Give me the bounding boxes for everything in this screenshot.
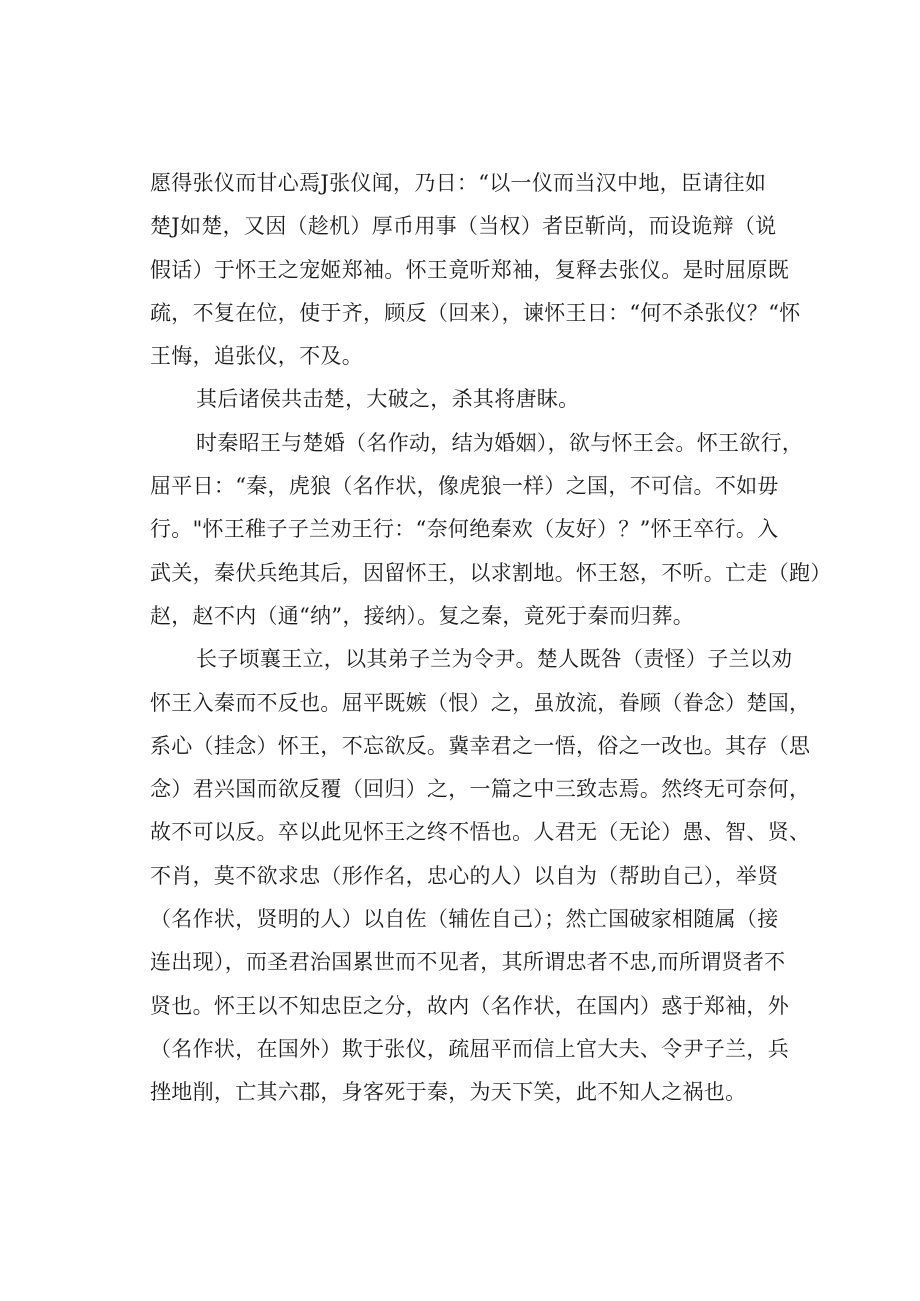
text-line: 贤也。怀王以不知忠臣之分，故内（名作状，在国内）惑于郑袖，外 xyxy=(150,993,789,1018)
text-line: 怀王入秦而不反也。屈平既嫉（恨）之，虽放流，眷顾（眷念）楚国， xyxy=(150,690,811,715)
text-line: 假话）于怀王之宠姬郑袖。怀王竟听郑袖，复释去张仪。是时屈原既 xyxy=(150,257,789,282)
text-line: 愿得张仪而甘心焉J张仪闻，乃日：“以一仪而当汉中地，臣请往如 xyxy=(150,171,767,195)
text-line: 念）君兴国而欲反覆（回归）之，一篇之中三致志焉。然终无可奈何， xyxy=(150,777,811,802)
text-line: 武关，秦伏兵绝其后，因留怀王，以求割地。怀王怒，不听。亡走（跑） xyxy=(150,560,832,585)
text-line: （名作状，贤明的人）以自佐（辅佐自己）；然亡国破家相随属（接 xyxy=(150,907,779,932)
text-line: 王悔，追张仪，不及。 xyxy=(150,344,363,369)
text-line: 屈平日：“秦，虎狼（名作状，像虎狼一样）之国，不可信。不如毋 xyxy=(150,474,779,499)
text-line: 故不可以反。卒以此见怀王之终不悟也。人君无（无论）愚、智、贤、 xyxy=(150,820,811,845)
text-line: 时秦昭王与楚婚（名作动，结为婚姻），欲与怀王会。怀王欲行， xyxy=(196,430,804,455)
text-line: 行。"怀王稚子子兰劝王行：“奈何绝秦欢（友好）？”怀王卒行。入 xyxy=(150,517,779,542)
text-line: 系心（挂念）怀王，不忘欲反。冀幸君之一悟，俗之一改也。其存（思 xyxy=(150,733,811,758)
text-line: 挫地削，亡其六郡，身客死于秦，为天下笑，此不知人之祸也。 xyxy=(150,1080,747,1105)
text-line: 疏，不复在位，使于齐，顾反（回来），谏怀王日：“何不杀张仪？“怀 xyxy=(150,300,801,325)
text-line: 不肖，莫不欲求忠（形作名，忠心的人）以自为（帮助自己），举贤 xyxy=(150,863,779,888)
text-line: 连出现），而圣君治国累世而不见者，其所谓忠者不忠,而所谓贤者不 xyxy=(150,950,786,975)
text-line: （名作状，在国外）欺于张仪，疏屈平而信上官大夫、令尹子兰，兵 xyxy=(150,1036,789,1061)
body-text xyxy=(150,162,832,1115)
text-line: 楚J如楚，又因（趁机）厚币用事（当权）者臣靳尚，而设诡辩（说 xyxy=(150,214,777,239)
text-line: 赵，赵不内（通“纳”，接纳）。复之秦，竟死于秦而归葬。 xyxy=(150,603,695,628)
text-line: 长子顷襄王立，以其弟子兰为令尹。楚人既咎（责怪）子兰以劝 xyxy=(196,647,793,672)
text-line: 其后诸侯共击楚，大破之，杀其将唐眜。 xyxy=(196,387,580,412)
